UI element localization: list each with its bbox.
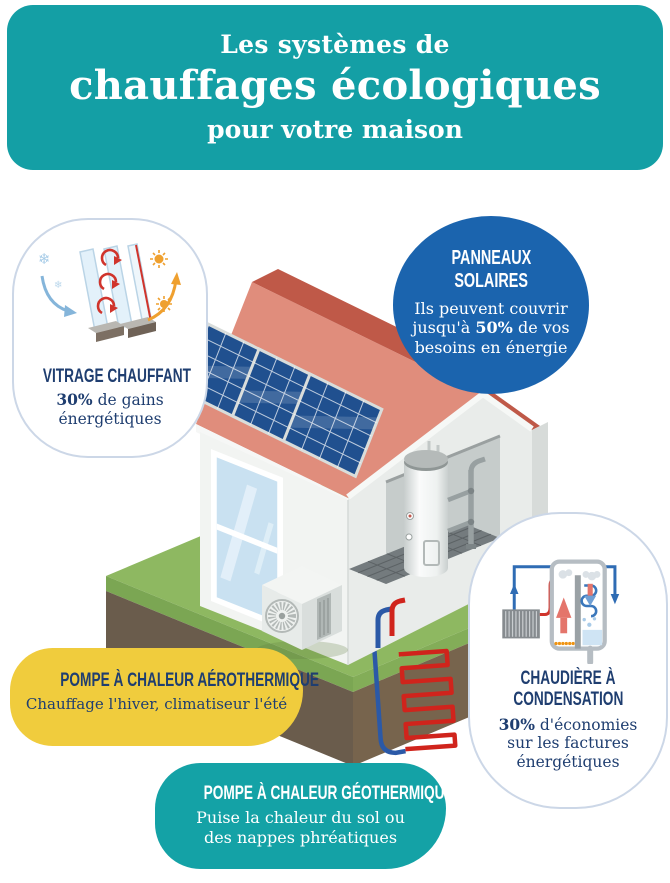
panneaux-body-line2: jusqu'à 50% de vos [412, 318, 570, 338]
bubble-panneaux-solaires [393, 216, 589, 394]
header-line1: Les systèmes de [220, 30, 450, 59]
aerothermique-body: Chauffage l'hiver, climatiseur l'été [25, 695, 288, 713]
vitrage-body-line2: énergétiques [58, 409, 162, 428]
panneaux-body-line3: besoins en énergie [414, 337, 568, 357]
chaudiere-stat-line: 30% d'économies [498, 714, 638, 734]
heated-glazing-icon [30, 236, 190, 364]
condensing-boiler-icon [489, 536, 647, 664]
chaudiere-title-line1: CHAUDIÈRE À [520, 668, 616, 689]
box-pompe-aerothermique [10, 648, 319, 746]
svg-text:❄: ❄ [54, 280, 63, 291]
geothermique-body-line2: des nappes phréatiques [203, 827, 398, 847]
header-line3: pour votre maison [207, 115, 463, 144]
bubble-vitrage-chauffant [12, 218, 208, 458]
chaudiere-title-line2: CONDENSATION [513, 689, 623, 711]
panneaux-body-line1: Ils peuvent couvrir [414, 298, 568, 318]
chaudiere-body-line2: sur les factures [507, 734, 629, 753]
vitrage-stat-line: 30% de gains [56, 389, 164, 409]
vitrage-title: VITRAGE CHAUFFANT [42, 366, 192, 387]
page-title: chauffages écologiques [69, 62, 601, 109]
header-banner [7, 5, 663, 170]
bubble-chaudiere-condensation [468, 512, 668, 809]
water-heater [404, 441, 448, 577]
chaudiere-body-line3: énergétiques [516, 753, 620, 772]
geothermique-body-line1: Puise la chaleur du sol ou [196, 808, 405, 827]
panneaux-title-line1: PANNEAUX [451, 247, 531, 269]
panneaux-title-line2: SOLAIRES [454, 270, 528, 293]
box-pompe-geothermique [155, 763, 454, 869]
aerothermique-title: POMPE À CHALEUR AÉROTHERMIQUE [60, 670, 319, 691]
geothermique-title: POMPE À CHALEUR GÉOTHERMIQUE [203, 783, 454, 804]
svg-text:❄: ❄ [38, 250, 51, 268]
